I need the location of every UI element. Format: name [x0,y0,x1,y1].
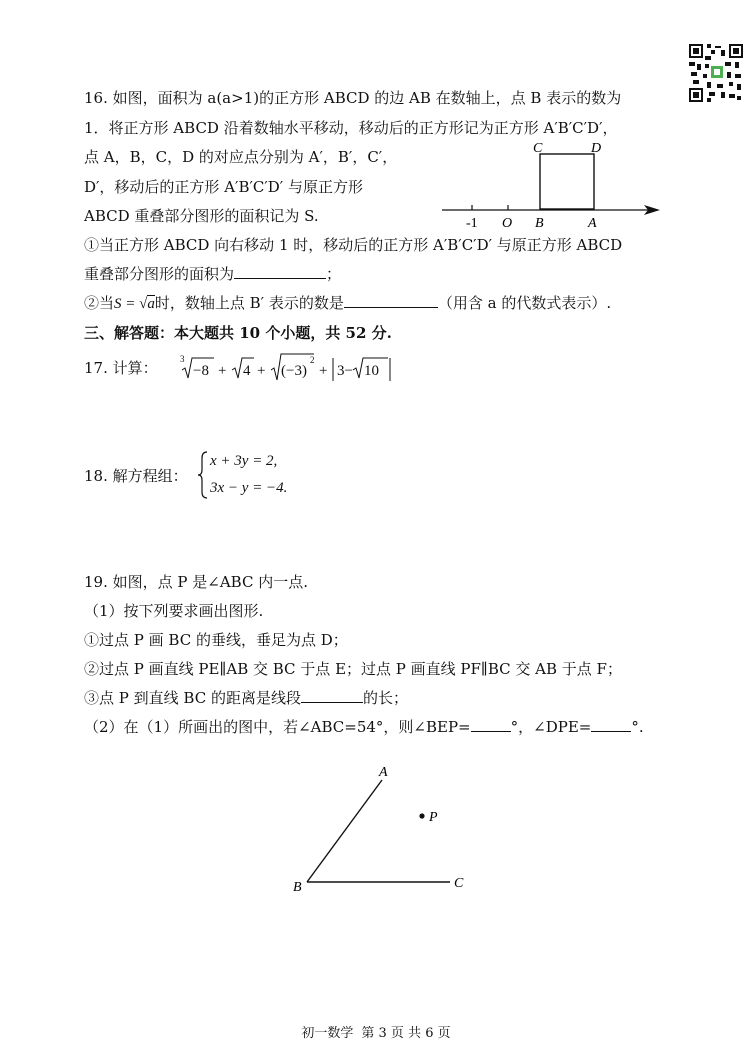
q16-line1: 16. 如图，面积为 a(a>1)的正方形 ABCD 的边 AB 在数轴上，点 B 表示的数为 [84,89,622,107]
point-p [419,813,424,818]
q19-line1: 19. 如图，点 P 是∠ABC 内一点. [84,573,308,591]
answer-blank-1 [234,264,326,279]
svg-text:+: + [319,363,328,379]
svg-text:3−: 3− [337,363,353,379]
q16-line3: 点 A，B，C，D 的对应点分别为 A′，B′，C′， [84,148,398,166]
square-abcd [540,154,594,209]
q19-line3: ①过点 P 画 BC 的垂线，垂足为点 D； [84,631,348,649]
label-b: B [535,216,544,230]
section-heading: 三、解答题：本大题共 10 个小题，共 52 分. [84,324,392,342]
label-b: B [293,880,302,895]
equation-1: x + 3y = 2, [210,453,278,469]
footer-subject: 初一数学 [301,1026,354,1041]
q19-line4: ②过点 P 画直线 PE∥AB 交 BC 于点 E；过点 P 画直线 PF∥BC 交 AB 于点 F； [84,660,622,678]
q16-figure [438,138,668,230]
label-c: C [454,876,464,891]
svg-text:2: 2 [310,355,315,365]
qr-code-icon [689,44,743,102]
q16-line2: 1．将正方形 ABCD 沿着数轴水平移动，移动后的正方形记为正方形 A′B′C′D′， [84,119,618,137]
system-brace-icon [197,450,209,500]
q17-expression [178,350,398,384]
q17-label: 17. 计算： [84,359,158,377]
label-a: A [379,765,388,780]
svg-text:(−3): (−3) [281,363,307,379]
label-a: A [588,216,597,230]
page-footer [0,1022,752,1041]
answer-blank-5 [591,717,631,732]
q19-line5: ③点 P 到直线 BC 的距离是线段 的长； [84,689,408,707]
q16-line5: ABCD 重叠部分图形的面积记为 S. [84,207,319,225]
svg-text:+: + [257,363,266,379]
label-d: D [591,141,602,156]
q16-line7-text: 重叠部分图形的面积为 [84,265,235,283]
q18-label: 18. 解方程组： [84,467,188,485]
q19-figure [285,760,485,900]
q16-line7: 重叠部分图形的面积为 ； [84,265,342,283]
svg-text:10: 10 [364,363,379,379]
answer-blank-2 [344,293,438,308]
label-neg1: -1 [466,216,478,230]
label-c: C [533,141,543,156]
svg-text:3: 3 [180,354,185,364]
answer-blank-4 [471,717,511,732]
q16-line6: ①当正方形 ABCD 向右移动 1 时，移动后的正方形 A′B′C′D′ 与原正方形 ABCD [84,236,623,254]
ray-ba [307,780,382,882]
svg-text:−8: −8 [193,363,209,379]
q19-line2: （1）按下列要求画出图形. [84,602,264,620]
footer-page: 第 3 页 共 6 页 [361,1026,451,1041]
label-o: O [502,216,513,230]
svg-text:4: 4 [243,363,251,379]
label-p: P [429,810,438,825]
answer-blank-3 [301,688,363,703]
q16-line8: ②当S = √a时，数轴上点 B′ 表示的数是 （用含 a 的代数式表示）. [84,294,612,312]
equation-2: 3x − y = −4. [210,480,288,496]
q19-line6: （2）在（1）所画出的图中，若∠ABC=54°，则∠BEP= °，∠DPE= °. [84,718,644,736]
q16-line4: D′，移动后的正方形 A′B′C′D′ 与原正方形 [84,178,363,196]
svg-text:+: + [218,363,227,379]
formula-s-eq-sqrt-a: S = √a [114,296,155,312]
